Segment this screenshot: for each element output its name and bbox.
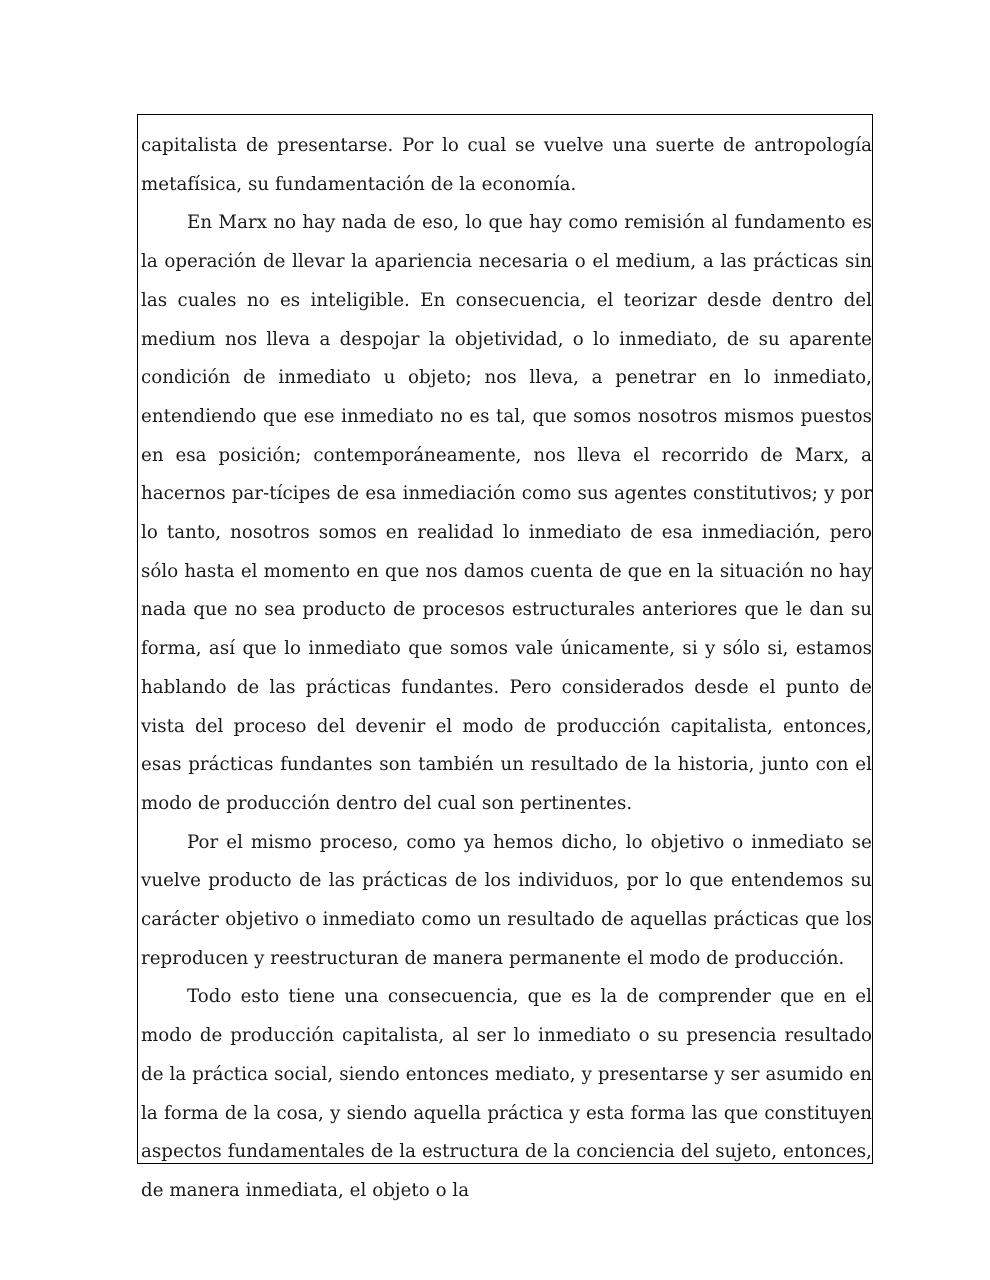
paragraph-3: Por el mismo proceso, como ya hemos dicho, lo objetivo o inmediato se vuelve producto de las prácticas de los individuos, por lo que entendemos su carácter objetivo o inmediato como un resultado de aquellas prácticas que los reproducen y reestructuran de manera permanente el modo de producción.: [141, 831, 872, 969]
paragraph-1: capitalista de presentarse. Por lo cual se vuelve una suerte de antropología metafísica, su fundamentación de la economía.: [141, 135, 872, 195]
page-frame: [137, 114, 873, 1201]
paragraph-2: En Marx no hay nada de eso, lo que hay como remisión al fundamento es la operación de llevar la apariencia necesaria o el medium, a las prácticas sin las cuales no es inteligible. En consecuencia, el teorizar desde dentro del medium nos lleva a despojar la objetividad, o lo inmediato, de su aparente condición de inmediato u objeto; nos lleva, a penetrar en lo inmediato, entendiendo que ese inmediato no es tal, que somos nosotros mismos puestos en esa posición; contemporáneamente, nos lleva el recorrido de Marx, a hacernos par-tícipes de esa inmediación como sus agentes constitutivos; y por lo tanto, nosotros somos en realidad lo inmediato de esa inmediación, pero sólo hasta el momento en que nos damos cuenta de que en la situación no hay nada que no sea producto de procesos estructurales anteriores que le dan su forma, así que lo inmediato que somos vale únicamente, si y sólo si, estamos hablando de las prácticas fundantes. Pero considerados desde el punto de vista del proceso del devenir el modo de producción capitalista, entonces, esas prácticas fundantes son también un resultado de la historia, junto con el modo de producción dentro del cual son pertinentes.: [141, 212, 872, 814]
body-text: [141, 127, 872, 1211]
paragraph-4: Todo esto tiene una consecuencia, que es la de comprender que en el modo de producción capitalista, al ser lo inmediato o su presencia resultado de la práctica social, siendo entonces mediato, y presentarse y ser asumido en la forma de la cosa, y siendo aquella práctica y esta forma las que constituyen aspectos fundamentales de la estructura de la conciencia del sujeto, entonces, de manera inmediata, el objeto o la: [141, 986, 872, 1201]
